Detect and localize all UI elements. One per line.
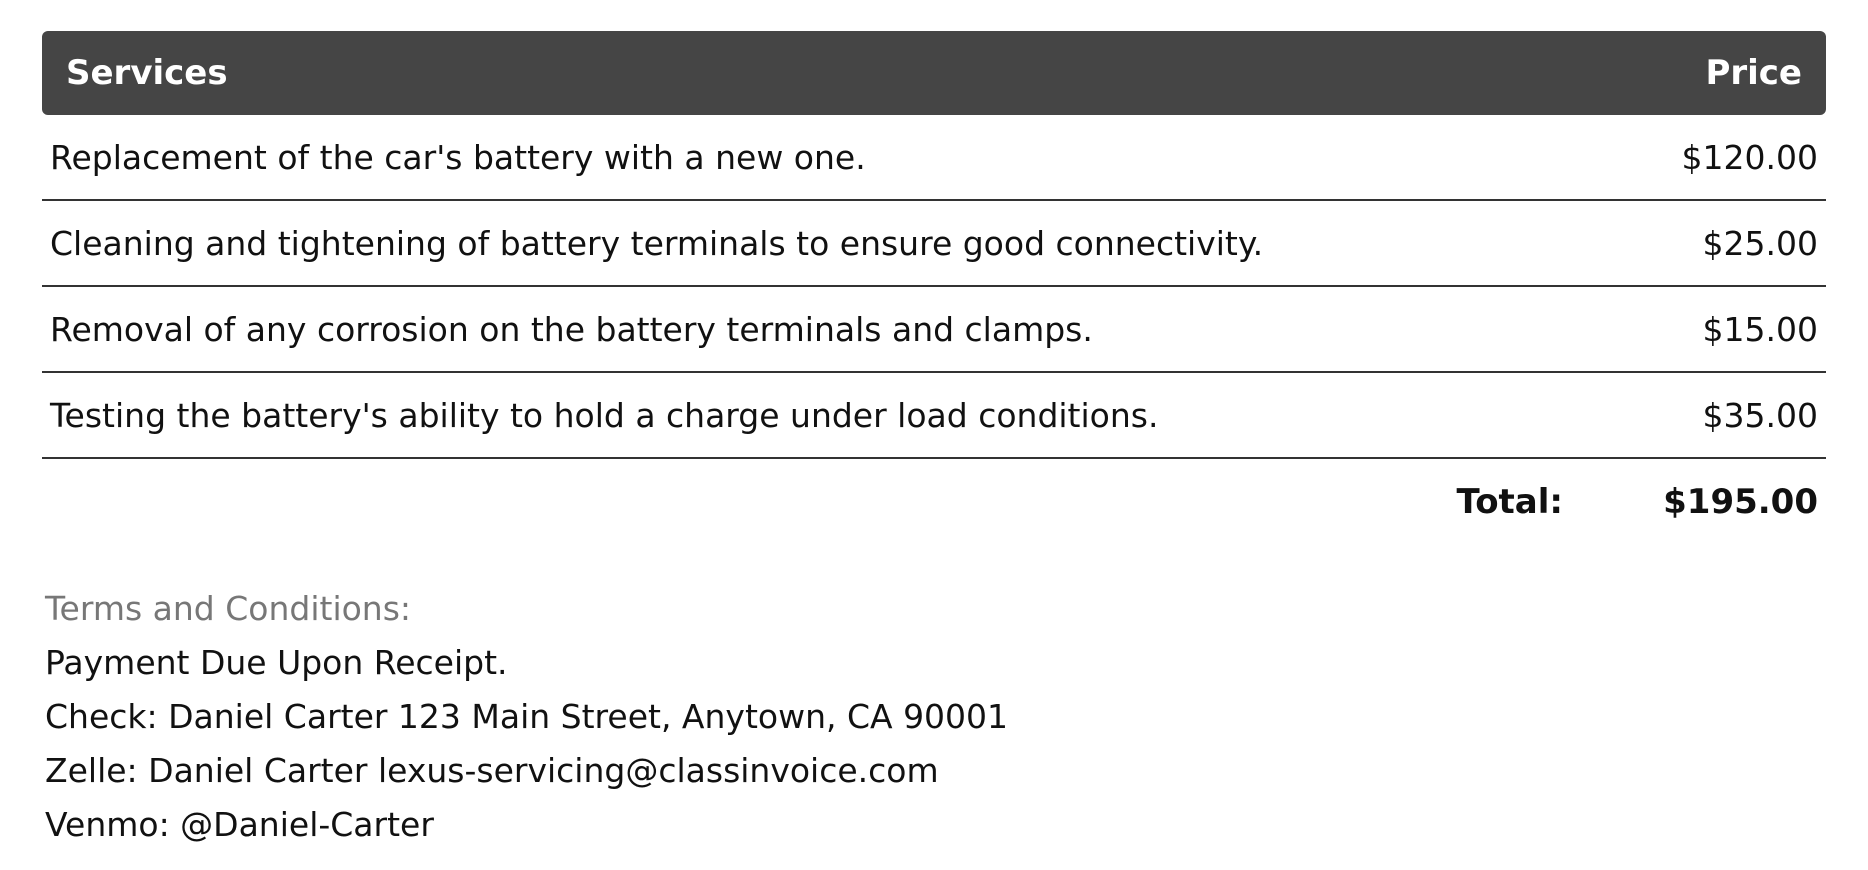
terms-zelle-info: Zelle: Daniel Carter lexus-servicing@classinvoice.com [45, 751, 939, 790]
service-price: $15.00 [1702, 309, 1818, 349]
terms-title: Terms and Conditions: [45, 589, 412, 628]
total-label: Total: [1456, 482, 1563, 522]
terms-check-info: Check: Daniel Carter 123 Main Street, Anytown, CA 90001 [45, 697, 1009, 736]
total-row [42, 459, 1826, 545]
services-column-header: Services [66, 53, 228, 93]
table-header [42, 31, 1826, 115]
total-value: $195.00 [1663, 482, 1818, 522]
service-price: $35.00 [1702, 395, 1818, 435]
service-description: Replacement of the car's battery with a new one. [50, 137, 866, 177]
terms-section [45, 582, 1008, 852]
service-price: $120.00 [1681, 137, 1818, 177]
terms-venmo-info: Venmo: @Daniel-Carter [45, 805, 434, 844]
services-table [42, 31, 1826, 545]
table-row [42, 201, 1826, 287]
price-column-header: Price [1705, 53, 1802, 93]
table-row [42, 115, 1826, 201]
service-description: Cleaning and tightening of battery terminals to ensure good connectivity. [50, 223, 1264, 263]
table-row [42, 373, 1826, 459]
table-row [42, 287, 1826, 373]
service-description: Removal of any corrosion on the battery terminals and clamps. [50, 309, 1093, 349]
service-description: Testing the battery's ability to hold a charge under load conditions. [50, 395, 1159, 435]
terms-payment-due: Payment Due Upon Receipt. [45, 643, 508, 682]
service-price: $25.00 [1702, 223, 1818, 263]
